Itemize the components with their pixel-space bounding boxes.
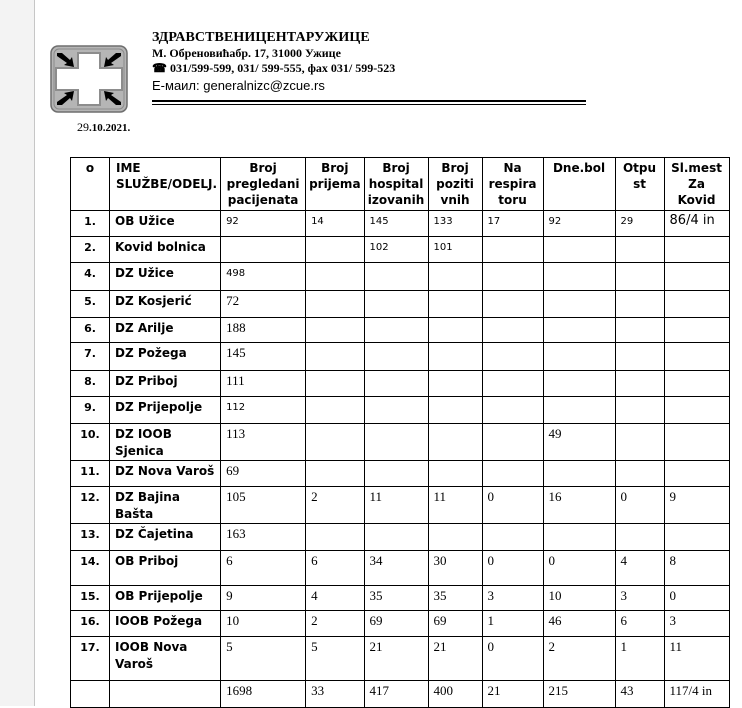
row-number: 2. [71,237,110,263]
cell-pozitivnih [428,524,482,551]
table-header-row [71,158,730,211]
cell-prijema: 2 [306,611,364,637]
row-department-name: DZ IOOB Sjenica [110,424,221,461]
cell-dnebol: 2 [543,637,615,681]
row-number: 4. [71,263,110,291]
row-number: 9. [71,397,110,424]
cell-pozitivnih [428,461,482,487]
cell-prijema [306,424,364,461]
cell-prijema [306,263,364,291]
total-slmest: 117/4 in [664,681,729,708]
cell-hospitalizovanih [364,343,428,371]
cell-slmest: 0 [664,586,729,611]
cell-hospitalizovanih: 145 [364,211,428,237]
date-day: 29 [77,120,89,134]
col-header-no: o [71,158,110,211]
total-prijema: 33 [306,681,364,708]
cell-otpust [615,461,664,487]
cell-slmest: 86/4 in [664,211,729,237]
total-respirator: 21 [482,681,543,708]
cell-hospitalizovanih [364,371,428,397]
row-department-name: IOOB Požega [110,611,221,637]
col-header-otpust: Otpu st [615,158,664,211]
total-otpust: 43 [615,681,664,708]
organization-email: Е-маил: generalnizc@zcue.rs [152,78,325,93]
cell-slmest [664,524,729,551]
table-row [71,291,730,318]
cell-hospitalizovanih: 34 [364,551,428,586]
cell-hospitalizovanih [364,263,428,291]
cell-dnebol: 10 [543,586,615,611]
table-row [71,611,730,637]
cell-prijema [306,397,364,424]
row-department-name: DZ Prijepolje [110,397,221,424]
cell-dnebol [543,237,615,263]
cell-prijema: 6 [306,551,364,586]
row-department-name: DZ Arilje [110,318,221,343]
cell-hospitalizovanih: 69 [364,611,428,637]
row-department-name: OB Priboj [110,551,221,586]
cell-otpust [615,291,664,318]
row-department-name: Kovid bolnica [110,237,221,263]
cell-hospitalizovanih [364,424,428,461]
cell-prijema [306,318,364,343]
cell-hospitalizovanih [364,524,428,551]
cell-prijema [306,371,364,397]
cell-pozitivnih: 133 [428,211,482,237]
cell-pregledanih: 92 [221,211,306,237]
row-number: 15. [71,586,110,611]
cell-dnebol [543,461,615,487]
cell-respirator: 0 [482,487,543,524]
table-row [71,237,730,263]
cell-pregledanih: 10 [221,611,306,637]
cell-dnebol: 16 [543,487,615,524]
cell-otpust: 0 [615,487,664,524]
cell-otpust [615,263,664,291]
cell-pozitivnih [428,397,482,424]
table-row [71,263,730,291]
cell-otpust [615,343,664,371]
row-number: 12. [71,487,110,524]
cell-respirator [482,318,543,343]
cell-hospitalizovanih: 35 [364,586,428,611]
cell-slmest: 3 [664,611,729,637]
table-row [71,211,730,237]
total-pregledanih: 1698 [221,681,306,708]
table-row [71,424,730,461]
row-number: 1. [71,211,110,237]
cell-pregledanih: 145 [221,343,306,371]
col-header-prijema: Broj prijema [306,158,364,211]
cell-pozitivnih [428,424,482,461]
total-dnebol: 215 [543,681,615,708]
cell-dnebol [543,524,615,551]
row-number: 14. [71,551,110,586]
cell-respirator [482,424,543,461]
col-header-pregledanih: Broj pregledani pacijenata [221,158,306,211]
cell-otpust: 29 [615,211,664,237]
row-number: 17. [71,637,110,681]
table-row [71,397,730,424]
report-table [70,157,730,708]
row-number: 11. [71,461,110,487]
cell-otpust [615,237,664,263]
cell-prijema: 2 [306,487,364,524]
cell-respirator: 0 [482,637,543,681]
date-month-year: .10.2021. [89,122,131,134]
cell-respirator [482,397,543,424]
cell-otpust: 6 [615,611,664,637]
cell-respirator: 1 [482,611,543,637]
col-header-slmest: Sl.mest Za Kovid [664,158,729,211]
cell-dnebol [543,397,615,424]
row-department-name: IOOB Nova Varoš [110,637,221,681]
cell-pozitivnih [428,371,482,397]
cell-dnebol [543,263,615,291]
cell-dnebol [543,343,615,371]
cell-prijema: 14 [306,211,364,237]
telephone-icon: ☎ [152,61,170,75]
cell-hospitalizovanih: 102 [364,237,428,263]
cell-pozitivnih [428,318,482,343]
cell-pozitivnih: 101 [428,237,482,263]
cell-slmest [664,397,729,424]
table-row [71,487,730,524]
cell-pregledanih: 113 [221,424,306,461]
cell-dnebol: 49 [543,424,615,461]
cell-pozitivnih [428,291,482,318]
row-number: 10. [71,424,110,461]
cell-pregledanih: 5 [221,637,306,681]
cell-slmest [664,318,729,343]
col-header-respirator: Na respira toru [482,158,543,211]
cell-pregledanih: 6 [221,551,306,586]
table-row [71,343,730,371]
header-rule-thin [152,104,586,105]
phones-text: 031/599-599, 031/ 599-555, фах 031/ 599-523 [169,61,396,75]
col-header-hospitalizovanih: Broj hospital izovanih [364,158,428,211]
cell-pregledanih: 112 [221,397,306,424]
cell-slmest [664,263,729,291]
table-row [71,586,730,611]
cell-respirator [482,371,543,397]
col-header-name: IME SLUŽBE/ODELJ. [110,158,221,211]
cell-otpust [615,318,664,343]
row-department-name: DZ Požega [110,343,221,371]
cell-pregledanih: 188 [221,318,306,343]
cell-pozitivnih: 11 [428,487,482,524]
total-pozitivnih: 400 [428,681,482,708]
row-department-name: DZ Bajina Bašta [110,487,221,524]
table-row [71,524,730,551]
cell-otpust: 1 [615,637,664,681]
cell-dnebol: 46 [543,611,615,637]
cell-dnebol: 92 [543,211,615,237]
cell-respirator: 17 [482,211,543,237]
cell-otpust [615,524,664,551]
cell-dnebol [543,318,615,343]
cell-prijema: 4 [306,586,364,611]
cell-slmest: 9 [664,487,729,524]
cell-slmest [664,371,729,397]
cell-pregledanih: 111 [221,371,306,397]
cell-slmest: 8 [664,551,729,586]
document-date [77,120,130,135]
table-totals-row [71,681,730,708]
cell-respirator [482,524,543,551]
col-header-dnebol: Dne.bol [543,158,615,211]
cell-respirator [482,291,543,318]
row-department-name: DZ Nova Varoš [110,461,221,487]
cell-prijema [306,524,364,551]
row-department-name: DZ Kosjerić [110,291,221,318]
cell-pregledanih [221,237,306,263]
cell-dnebol: 0 [543,551,615,586]
row-department-name: DZ Priboj [110,371,221,397]
cell-prijema [306,237,364,263]
cell-dnebol [543,291,615,318]
letterhead [152,30,395,94]
table-row [71,637,730,681]
cell-pozitivnih: 30 [428,551,482,586]
page-left-margin [0,0,35,706]
cell-pregledanih: 498 [221,263,306,291]
cell-hospitalizovanih [364,318,428,343]
table-row [71,371,730,397]
row-department-name: DZ Čajetina [110,524,221,551]
row-number: 7. [71,343,110,371]
cell-otpust [615,397,664,424]
row-number: 16. [71,611,110,637]
cell-respirator: 3 [482,586,543,611]
cell-pozitivnih: 35 [428,586,482,611]
cell-pregledanih: 105 [221,487,306,524]
cell-hospitalizovanih [364,397,428,424]
cell-pregledanih: 72 [221,291,306,318]
cell-pozitivnih: 69 [428,611,482,637]
cell-pozitivnih [428,263,482,291]
cell-hospitalizovanih [364,291,428,318]
cell-respirator [482,237,543,263]
cell-respirator [482,343,543,371]
row-number: 8. [71,371,110,397]
cell-otpust [615,371,664,397]
organization-address: М. Обреновићабр. 17, 31000 Ужице [152,46,341,60]
col-header-pozitivnih: Broj poziti vnih [428,158,482,211]
cell-otpust [615,424,664,461]
cell-slmest: 11 [664,637,729,681]
cell-respirator [482,263,543,291]
total-hospitalizovanih: 417 [364,681,428,708]
cell-respirator [482,461,543,487]
table-row [71,551,730,586]
cell-otpust: 3 [615,586,664,611]
row-department-name: OB Prijepolje [110,586,221,611]
table-row [71,318,730,343]
header-rule-thick [152,100,586,102]
cell-prijema [306,343,364,371]
cell-hospitalizovanih: 21 [364,637,428,681]
total-no [71,681,110,708]
cell-dnebol [543,371,615,397]
row-department-name: OB Užice [110,211,221,237]
cell-slmest [664,237,729,263]
cell-hospitalizovanih: 11 [364,487,428,524]
cell-prijema: 5 [306,637,364,681]
cell-slmest [664,461,729,487]
row-number: 6. [71,318,110,343]
medical-cross-arrows-logo [50,45,128,113]
cell-slmest [664,291,729,318]
cell-pozitivnih: 21 [428,637,482,681]
cell-pregledanih: 69 [221,461,306,487]
row-number: 13. [71,524,110,551]
cell-pregledanih: 163 [221,524,306,551]
cell-slmest [664,424,729,461]
cell-pozitivnih [428,343,482,371]
cell-pregledanih: 9 [221,586,306,611]
row-department-name: DZ Užice [110,263,221,291]
cell-prijema [306,461,364,487]
organization-name: ЗДРАВСТВЕНИЦЕНТАРУЖИЦЕ [152,30,370,45]
cell-prijema [306,291,364,318]
table-row [71,461,730,487]
cell-respirator: 0 [482,551,543,586]
row-number: 5. [71,291,110,318]
cell-slmest [664,343,729,371]
cell-hospitalizovanih [364,461,428,487]
total-name [110,681,221,708]
cell-otpust: 4 [615,551,664,586]
organization-phones [152,61,395,76]
